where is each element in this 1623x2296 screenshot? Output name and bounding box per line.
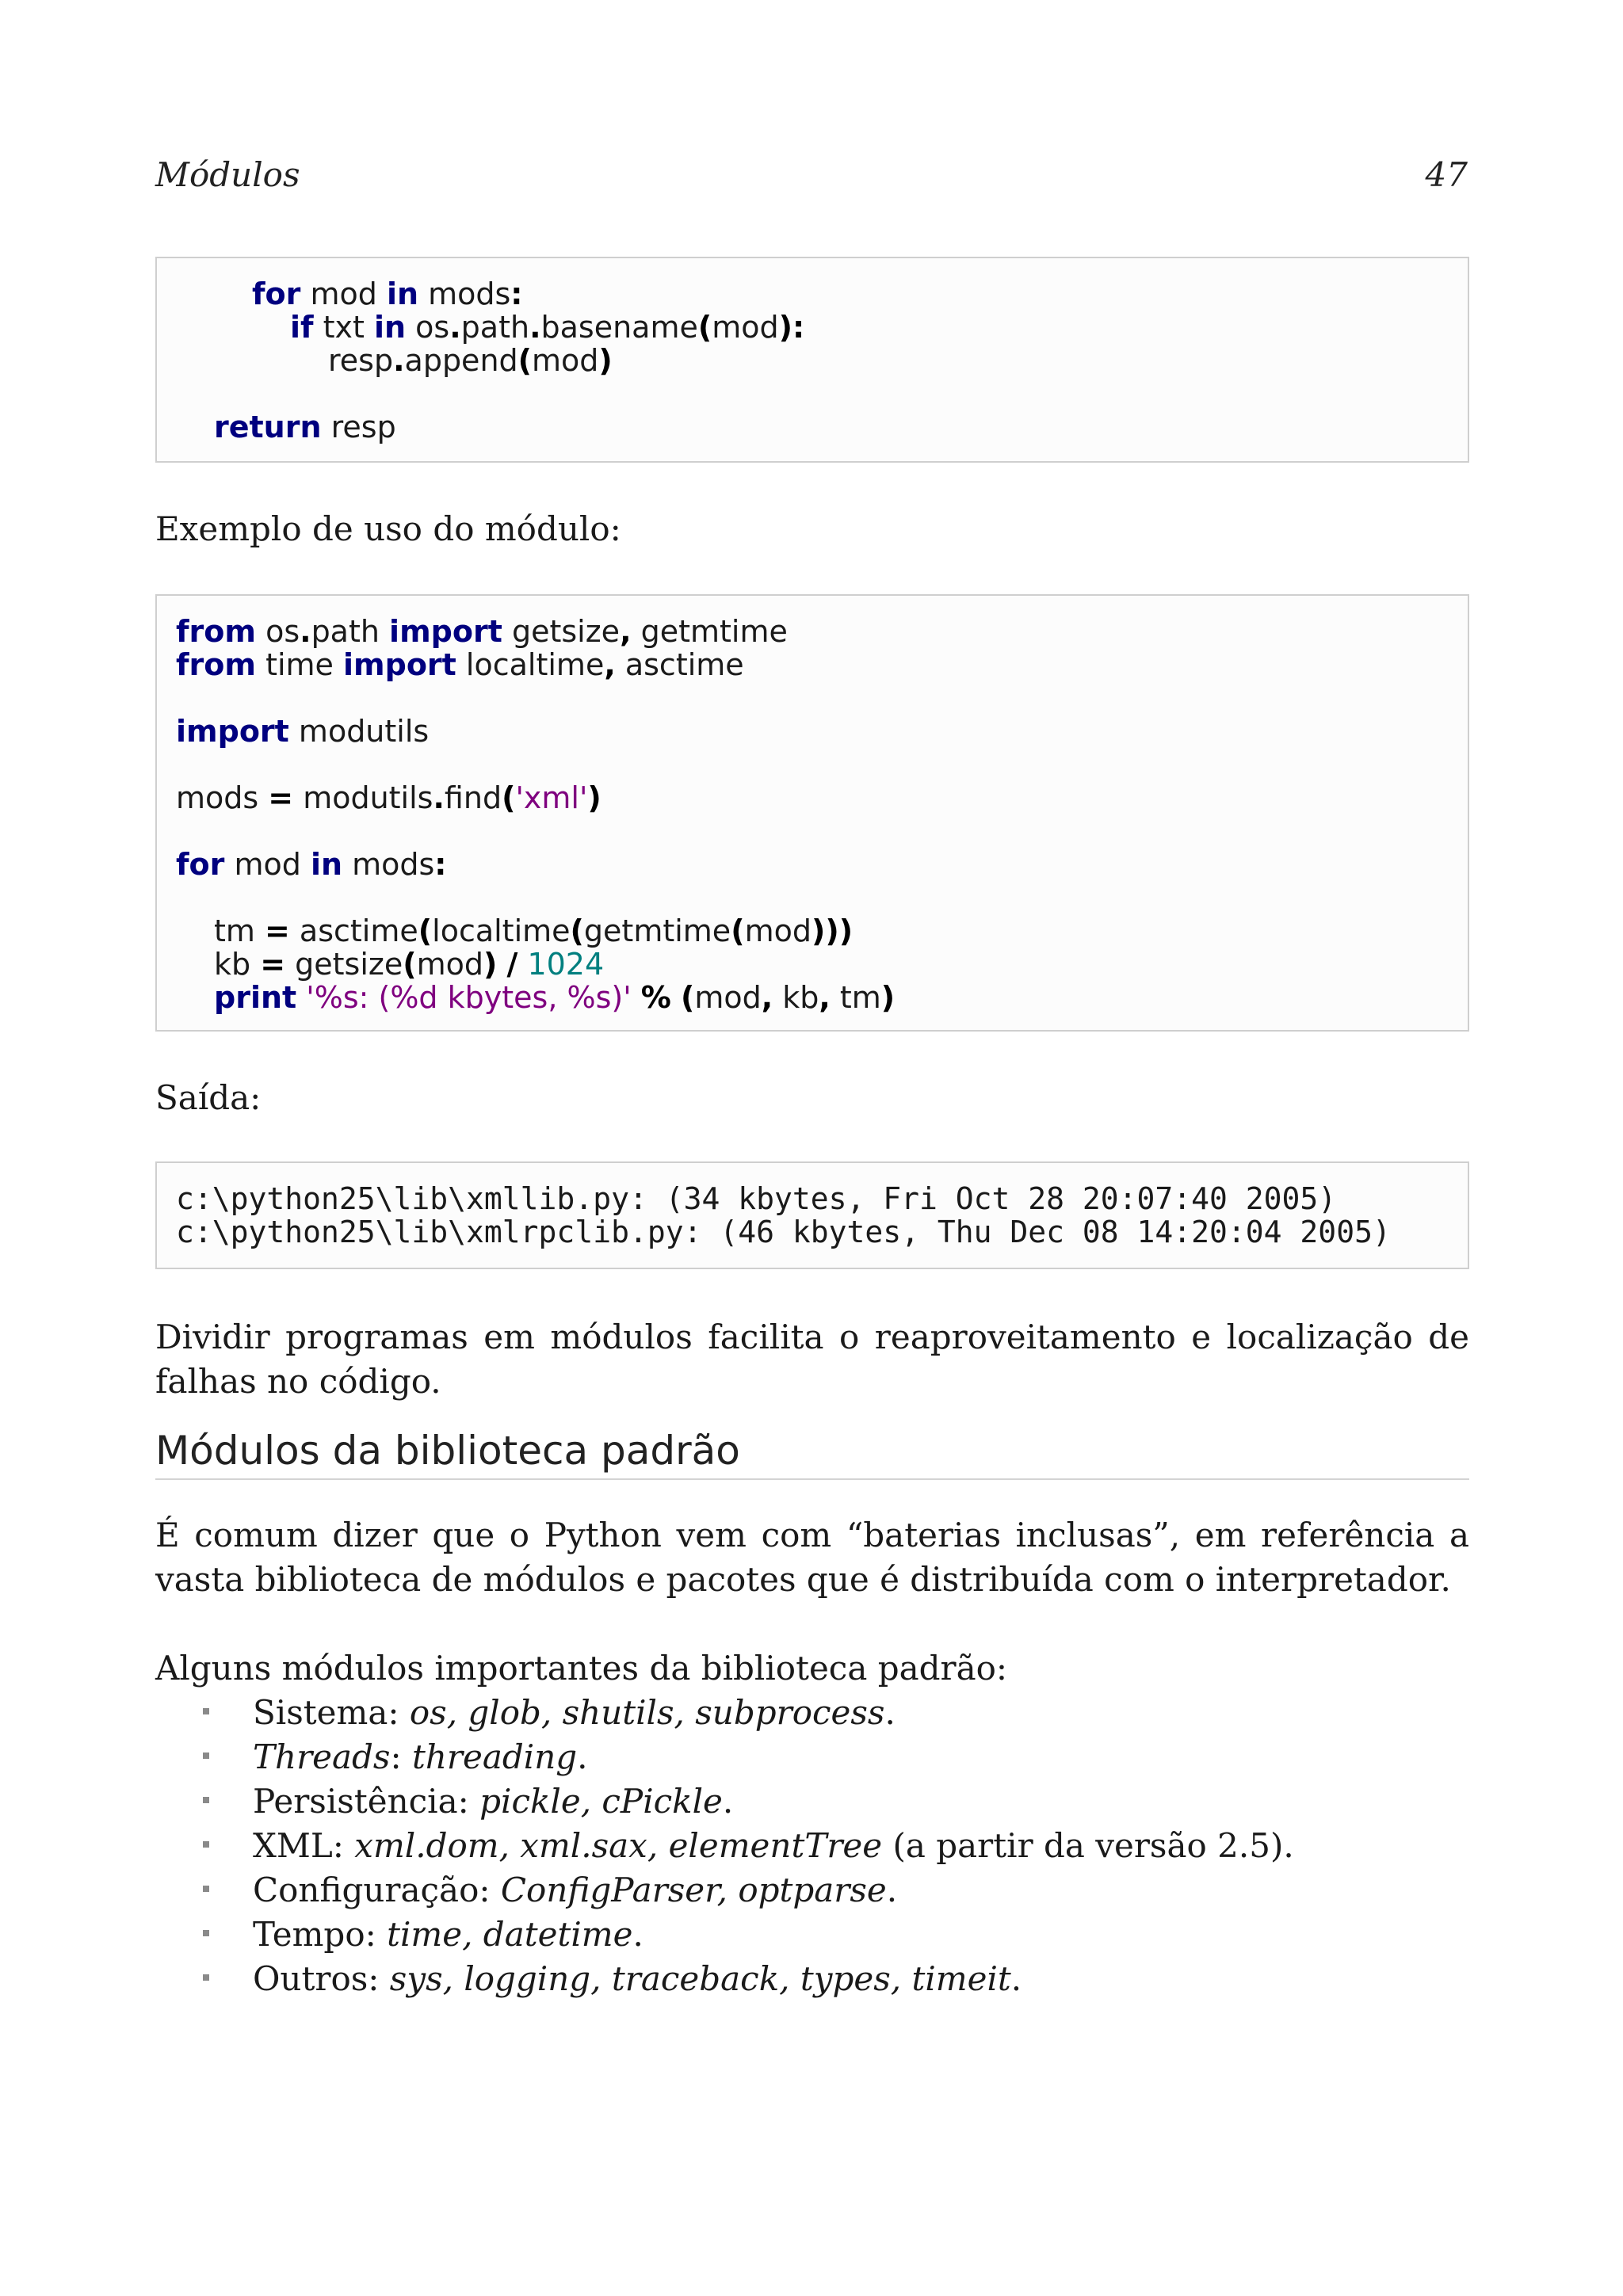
output-line: c:\python25\lib\xmlrpclib.py: (46 kbytes, Thu Dec 08 14:20:04 2005)	[176, 1215, 1391, 1249]
paragraph-modules-benefit: Dividir programas em módulos facilita o reaproveitamento e localização de falhas no código.	[155, 1318, 1469, 1401]
document-page: Módulos 47 for mod in mods: if txt in os.path.basename(mod): resp.append(mod) return resp Exemplo de uso do módulo: from os.path import getsize, getmtime from time import localtime, asctime import modutils mods = modutils.find('xml') for mod in mods: tm = asctime(localtime(getmtime(mod))) kb = getsize(mod) / 1024 print '%s: (%d kbytes, %s)' % (mod, kb, tm) Saída: c:\python25\lib\xmllib.py: (34 kbytes, Fri Oct 28 20:07:40 2005) c:\python25\lib\xmlrpclib.py: (46 kbytes, Thu Dec 08 14:20:04 2005) Dividir programas em módulos facilita o reaproveitamento e localização de falhas no código. Módulos da biblioteca padrão É comum dizer que o Python vem com “baterias inclusas”, em referência a vasta biblioteca de módulos e pacotes que é distribuída com o interpretador. Alguns módulos importantes da biblioteca padrão: Sistema: os, glob, shutils, subprocess. Threads: threading. Persistência: pickle, cPickle. XML: xml.dom, xml.sax, elementTree (a partir da versão 2.5). Configuração: ConfigParser, optparse. Tempo: time, datetime. Outros: sys, logging, traceback, types, timeit.	[155, 155, 1469, 1998]
code-block-example	[155, 594, 1469, 1032]
bullet-marker	[203, 1797, 209, 1803]
output-label: Saída:	[155, 1078, 262, 1117]
output-line: c:\python25\lib\xmllib.py: (34 kbytes, Fri Oct 28 20:07:40 2005)	[176, 1181, 1337, 1216]
code-line: if txt in os.path.basename(mod):	[290, 310, 805, 345]
paragraph-list-intro: Alguns módulos importantes da biblioteca padrão:	[155, 1649, 1008, 1688]
page-number: 47	[1425, 155, 1468, 194]
code-line: import modutils	[176, 714, 430, 749]
bullet-marker	[203, 1930, 209, 1936]
code-block-loop	[155, 257, 1469, 463]
code-line: resp.append(mod)	[328, 343, 613, 378]
code-line: print '%s: (%d kbytes, %s)' % (mod, kb, tm)	[214, 980, 896, 1015]
output-block	[155, 1161, 1469, 1269]
code-line: mods = modutils.find('xml')	[176, 780, 601, 815]
bullet-marker	[203, 1886, 209, 1892]
code-line: kb = getsize(mod) / 1024	[214, 947, 605, 982]
code-line: for mod in mods:	[176, 847, 447, 882]
bullet-marker	[203, 1841, 209, 1848]
code-line: return resp	[214, 410, 396, 444]
bullet-marker	[203, 1708, 209, 1714]
code-line: from time import localtime, asctime	[176, 647, 744, 682]
paragraph-batteries: É comum dizer que o Python vem com “baterias inclusas”, em referência a vasta biblioteca de módulos e pacotes que é distribuída com o interpretador.	[155, 1516, 1469, 1599]
bullet-marker	[203, 1753, 209, 1759]
code-line: from os.path import getsize, getmtime	[176, 614, 788, 649]
code-line: tm = asctime(localtime(getmtime(mod)))	[214, 913, 854, 948]
running-header-chapter: Módulos	[155, 155, 300, 194]
example-label: Exemplo de uso do módulo:	[155, 509, 621, 548]
bullet-marker	[203, 1974, 209, 1981]
section-title: Módulos da biblioteca padrão	[155, 1428, 1469, 1480]
code-line: for mod in mods:	[252, 277, 523, 311]
